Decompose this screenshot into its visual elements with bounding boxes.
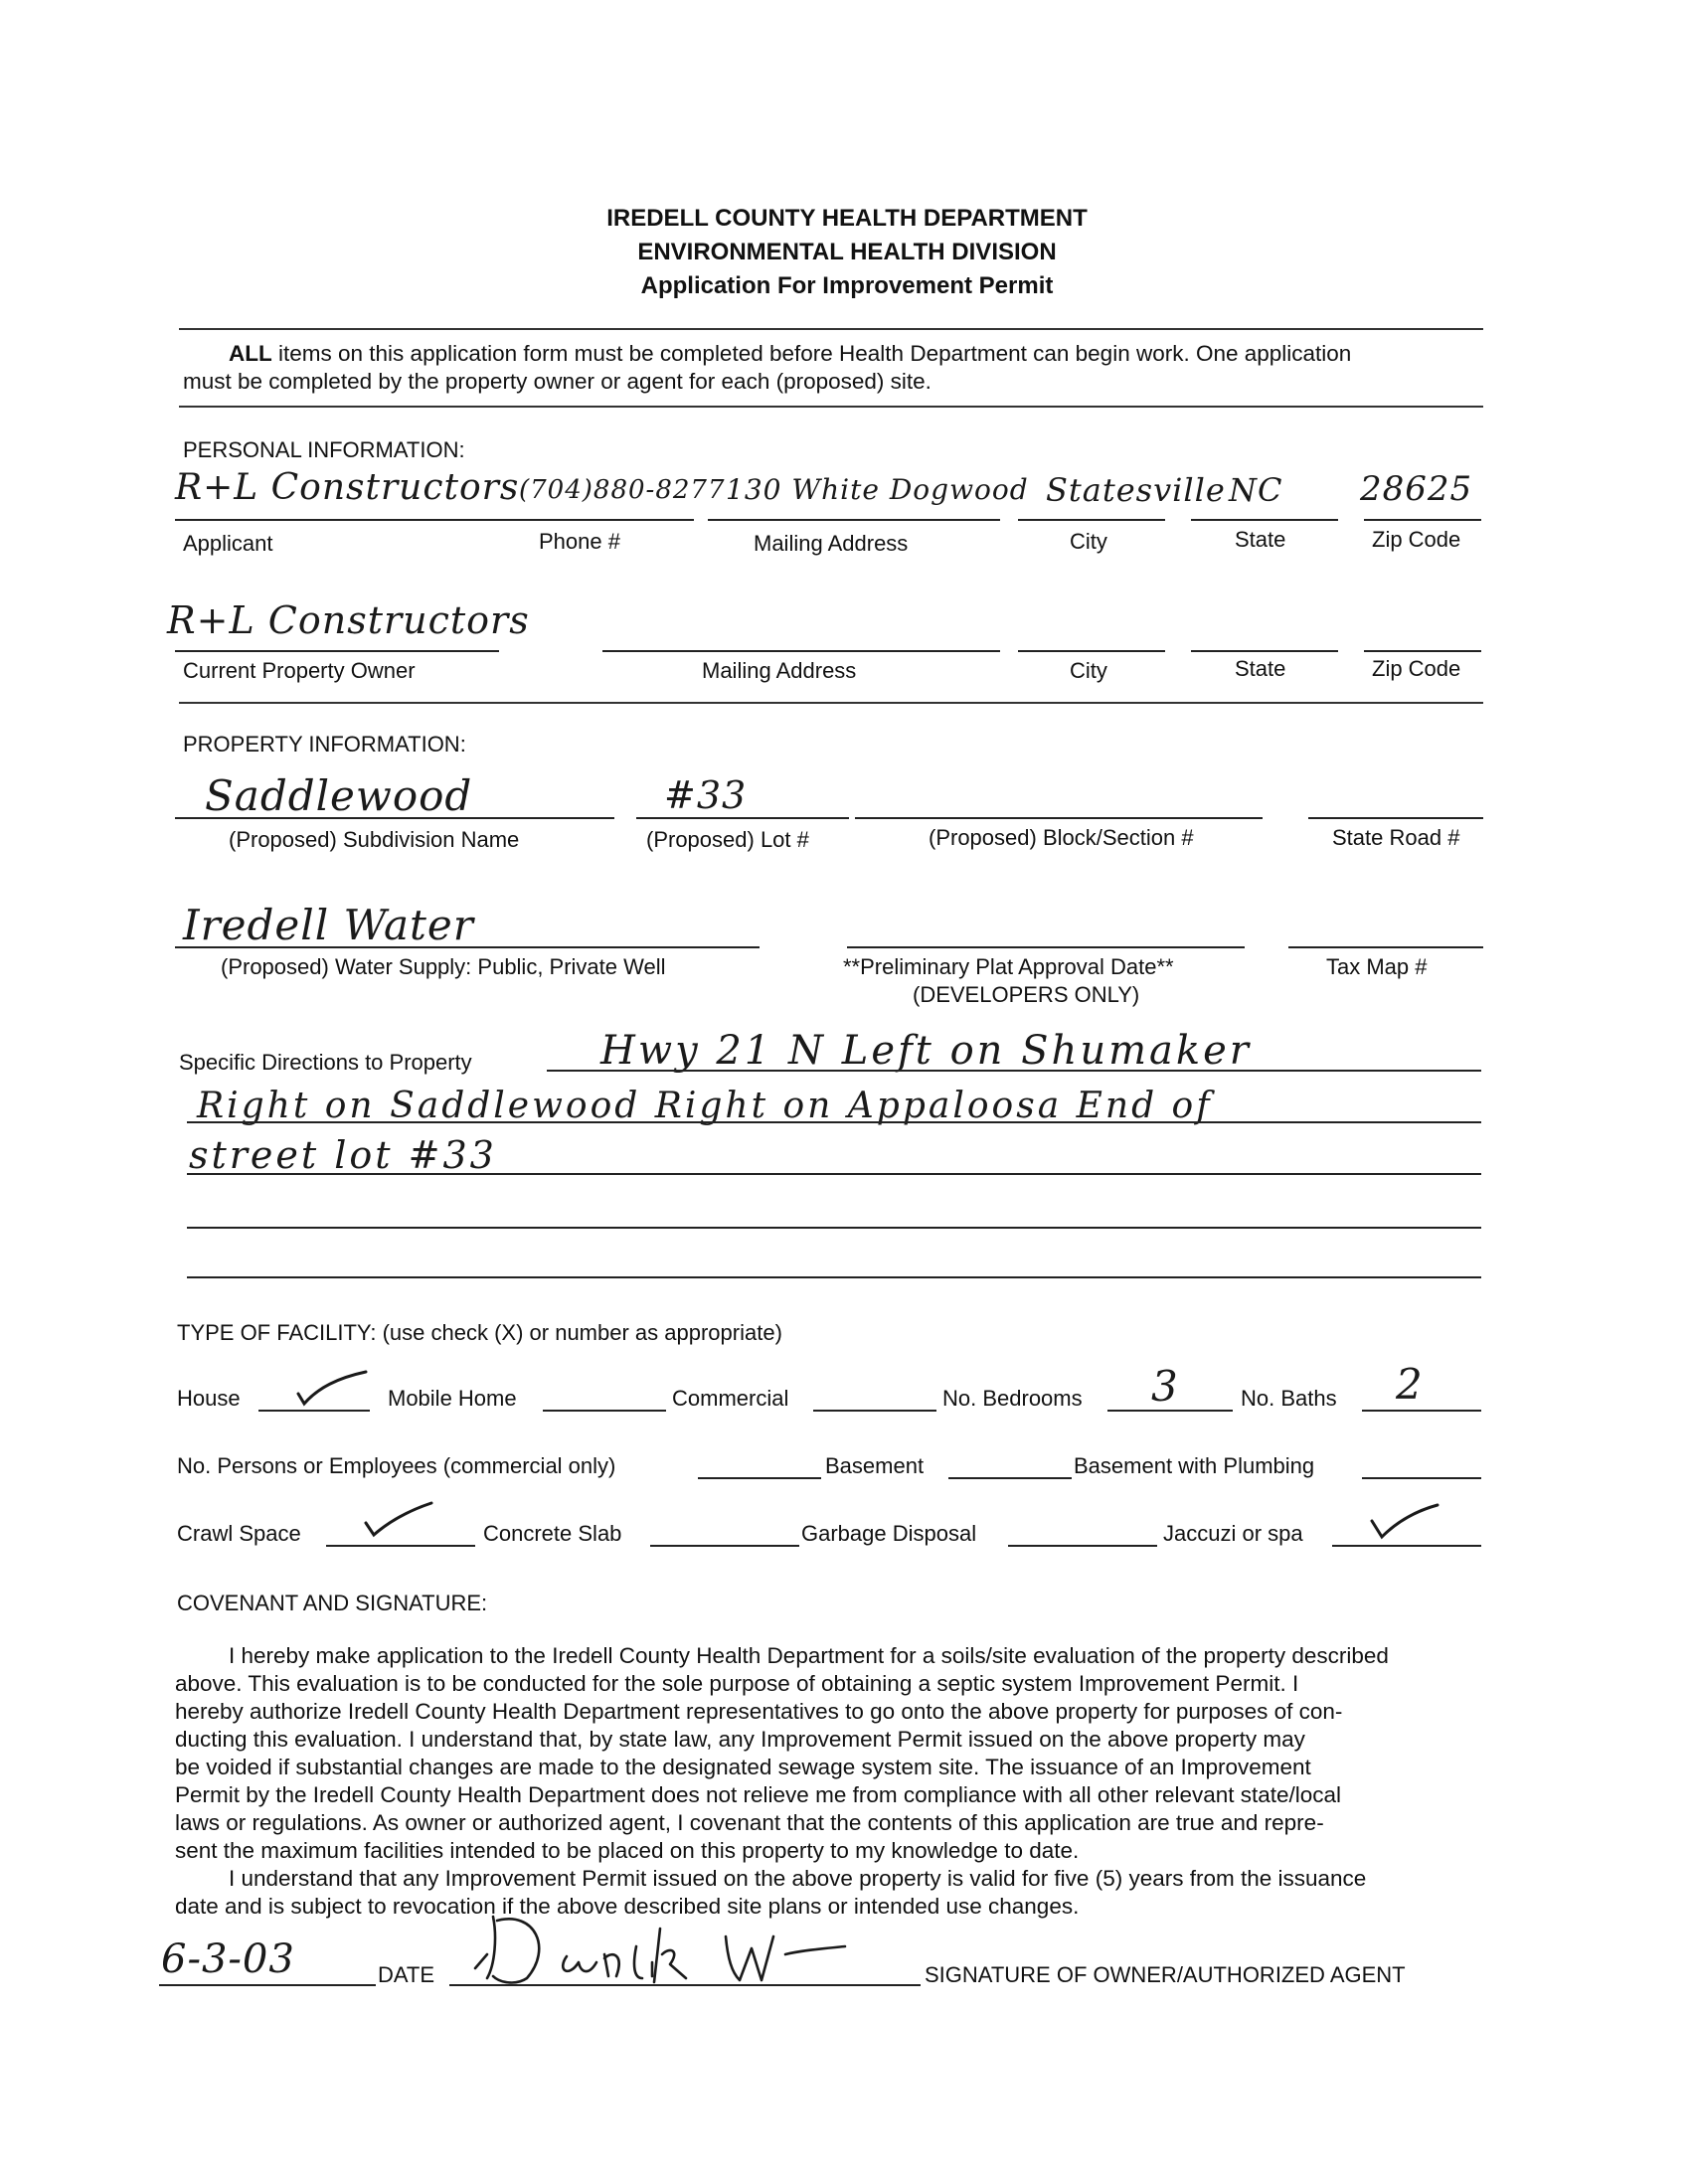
label-jaccuzi: Jaccuzi or spa	[1163, 1521, 1303, 1546]
directions-line3[interactable]: street lot #33	[189, 1133, 497, 1177]
label-city: City	[1070, 529, 1107, 554]
commercial-line	[813, 1410, 936, 1412]
label-water: (Proposed) Water Supply: Public, Private Well	[221, 954, 666, 979]
intro-line1	[229, 340, 1351, 368]
covenant-line: hereby authorize Iredell County Health Department representatives to go onto the above property for purposes of con-	[175, 1699, 1343, 1724]
covenant-line: above. This evaluation is to be conducted for the sole purpose of obtaining a septic system Improvement Permit. I	[175, 1671, 1299, 1696]
applicant-city[interactable]: Statesville	[1046, 471, 1226, 509]
label-owner: Current Property Owner	[183, 658, 416, 683]
label-bedrooms: No. Bedrooms	[942, 1386, 1083, 1411]
label-owner-zip: Zip Code	[1372, 656, 1461, 681]
label-mailing-address: Mailing Address	[754, 531, 909, 556]
intro-line2: must be completed by the property owner or agent for each (proposed) site.	[183, 369, 932, 394]
owner-zip-line	[1364, 650, 1481, 652]
label-road: State Road #	[1332, 825, 1460, 850]
label-zip: Zip Code	[1372, 527, 1461, 552]
jaccuzi-check-icon[interactable]	[1368, 1499, 1447, 1543]
label-subdivision: (Proposed) Subdivision Name	[229, 827, 520, 852]
intro-rest: items on this application form must be completed before Health Department can begin work. One application	[271, 341, 1352, 366]
label-owner-state: State	[1235, 656, 1286, 681]
covenant-line: ducting this evaluation. I understand that, by state law, any Improvement Permit issued on the above property may	[175, 1727, 1305, 1752]
divider	[179, 328, 1483, 330]
basement-line	[948, 1477, 1072, 1479]
block-line	[855, 817, 1263, 819]
label-crawl: Crawl Space	[177, 1521, 301, 1546]
covenant-line: I hereby make application to the Iredell County Health Department for a soils/site evaluation of the property described	[229, 1643, 1389, 1668]
crawl-line	[326, 1545, 475, 1547]
label-baths: No. Baths	[1241, 1386, 1337, 1411]
applicant-line	[175, 519, 694, 521]
water-line	[175, 946, 760, 948]
divider	[179, 702, 1483, 704]
covenant-line: laws or regulations. As owner or authorized agent, I covenant that the contents of this application are true and repre-	[175, 1810, 1324, 1835]
covenant-line: Permit by the Iredell County Health Department does not relieve me from compliance with all other relevant state/local	[175, 1782, 1342, 1807]
slab-line	[650, 1545, 799, 1547]
label-plat: **Preliminary Plat Approval Date**	[843, 954, 1174, 979]
applicant-phone[interactable]: (704)880-8277	[519, 475, 726, 505]
label-commercial: Commercial	[672, 1386, 789, 1411]
subdivision-name[interactable]: Saddlewood	[205, 771, 473, 820]
lot-line	[636, 817, 849, 819]
directions-line-3	[187, 1173, 1481, 1175]
persons-line	[698, 1477, 821, 1479]
label-house: House	[177, 1386, 241, 1411]
owner-city-line	[1018, 650, 1165, 652]
divider	[179, 406, 1483, 408]
house-line	[258, 1410, 370, 1412]
owner-name[interactable]: R+L Constructors	[167, 598, 530, 642]
label-state: State	[1235, 527, 1286, 552]
bedrooms-value[interactable]: 3	[1151, 1362, 1179, 1411]
plat-line	[847, 946, 1245, 948]
jaccuzi-line	[1332, 1545, 1481, 1547]
mobile-line	[543, 1410, 666, 1412]
baths-line	[1362, 1410, 1481, 1412]
applicant-zip[interactable]: 28625	[1360, 469, 1473, 509]
covenant-heading: COVENANT AND SIGNATURE:	[177, 1591, 488, 1615]
directions-line-5	[187, 1276, 1481, 1278]
personal-heading: PERSONAL INFORMATION:	[183, 437, 465, 462]
taxmap-line	[1288, 946, 1483, 948]
label-owner-city: City	[1070, 658, 1107, 683]
directions-line-4	[187, 1227, 1481, 1229]
label-block: (Proposed) Block/Section #	[929, 825, 1194, 850]
applicant-name[interactable]: R+L Constructors	[175, 467, 520, 508]
label-mobile: Mobile Home	[388, 1386, 517, 1411]
directions-line-1	[547, 1070, 1481, 1072]
owner-address-line	[602, 650, 1000, 652]
basement-plumbing-line	[1362, 1477, 1481, 1479]
water-supply[interactable]: Iredell Water	[183, 901, 474, 949]
label-developers: (DEVELOPERS ONLY)	[913, 982, 1140, 1007]
garbage-line	[1008, 1545, 1157, 1547]
header-form-title: Application For Improvement Permit	[640, 272, 1054, 299]
covenant-line: I understand that any Improvement Permit issued on the above property is valid for five (5) years from the issuance	[229, 1866, 1367, 1891]
covenant-line: sent the maximum facilities intended to be placed on this property to my knowledge to date.	[175, 1838, 1080, 1863]
property-heading: PROPERTY INFORMATION:	[183, 732, 466, 756]
zip-line	[1364, 519, 1481, 521]
label-basement: Basement	[825, 1453, 925, 1478]
label-garbage: Garbage Disposal	[801, 1521, 977, 1546]
crawl-check-icon[interactable]	[362, 1497, 441, 1541]
owner-state-line	[1191, 650, 1338, 652]
directions-line-2	[187, 1121, 1481, 1123]
label-directions: Specific Directions to Property	[179, 1050, 472, 1075]
city-line	[1018, 519, 1165, 521]
road-line	[1308, 817, 1483, 819]
signature-image	[457, 1907, 855, 1996]
header-title: IREDELL COUNTY HEALTH DEPARTMENT	[606, 205, 1088, 232]
state-line	[1191, 519, 1338, 521]
label-taxmap: Tax Map #	[1326, 954, 1428, 979]
house-check-icon[interactable]	[294, 1366, 374, 1410]
lot-number[interactable]: #33	[664, 773, 748, 817]
directions-line2[interactable]: Right on Saddlewood Right on Appaloosa End of	[197, 1086, 1213, 1126]
subdivision-line	[175, 817, 614, 819]
intro-bold: ALL	[229, 341, 272, 366]
label-persons: No. Persons or Employees (commercial only)	[177, 1453, 616, 1478]
applicant-address[interactable]: 130 White Dogwood	[726, 473, 1029, 506]
label-slab: Concrete Slab	[483, 1521, 622, 1546]
baths-value[interactable]: 2	[1396, 1360, 1424, 1409]
header-division: ENVIRONMENTAL HEALTH DIVISION	[637, 239, 1057, 265]
address-line	[708, 519, 1000, 521]
label-phone: Phone #	[539, 529, 620, 554]
facility-heading: TYPE OF FACILITY: (use check (X) or number as appropriate)	[177, 1320, 782, 1345]
date-value[interactable]: 6-3-03	[161, 1936, 295, 1982]
label-lot: (Proposed) Lot #	[646, 827, 809, 852]
covenant-line: date and is subject to revocation if the above described site plans or intended use changes.	[175, 1894, 1080, 1919]
label-basement-plumbing: Basement with Plumbing	[1074, 1453, 1315, 1478]
date-label: DATE	[378, 1962, 435, 1987]
owner-line	[175, 650, 499, 652]
signature-label: SIGNATURE OF OWNER/AUTHORIZED AGENT	[925, 1962, 1406, 1987]
directions-line1[interactable]: Hwy 21 N Left on Shumaker	[600, 1028, 1252, 1074]
label-applicant: Applicant	[183, 531, 273, 556]
date-line	[159, 1984, 376, 1986]
label-owner-address: Mailing Address	[702, 658, 857, 683]
applicant-state[interactable]: NC	[1229, 471, 1283, 509]
covenant-line: be voided if substantial changes are made to the designated sewage system site. The issuance of an Improvement	[175, 1755, 1311, 1779]
